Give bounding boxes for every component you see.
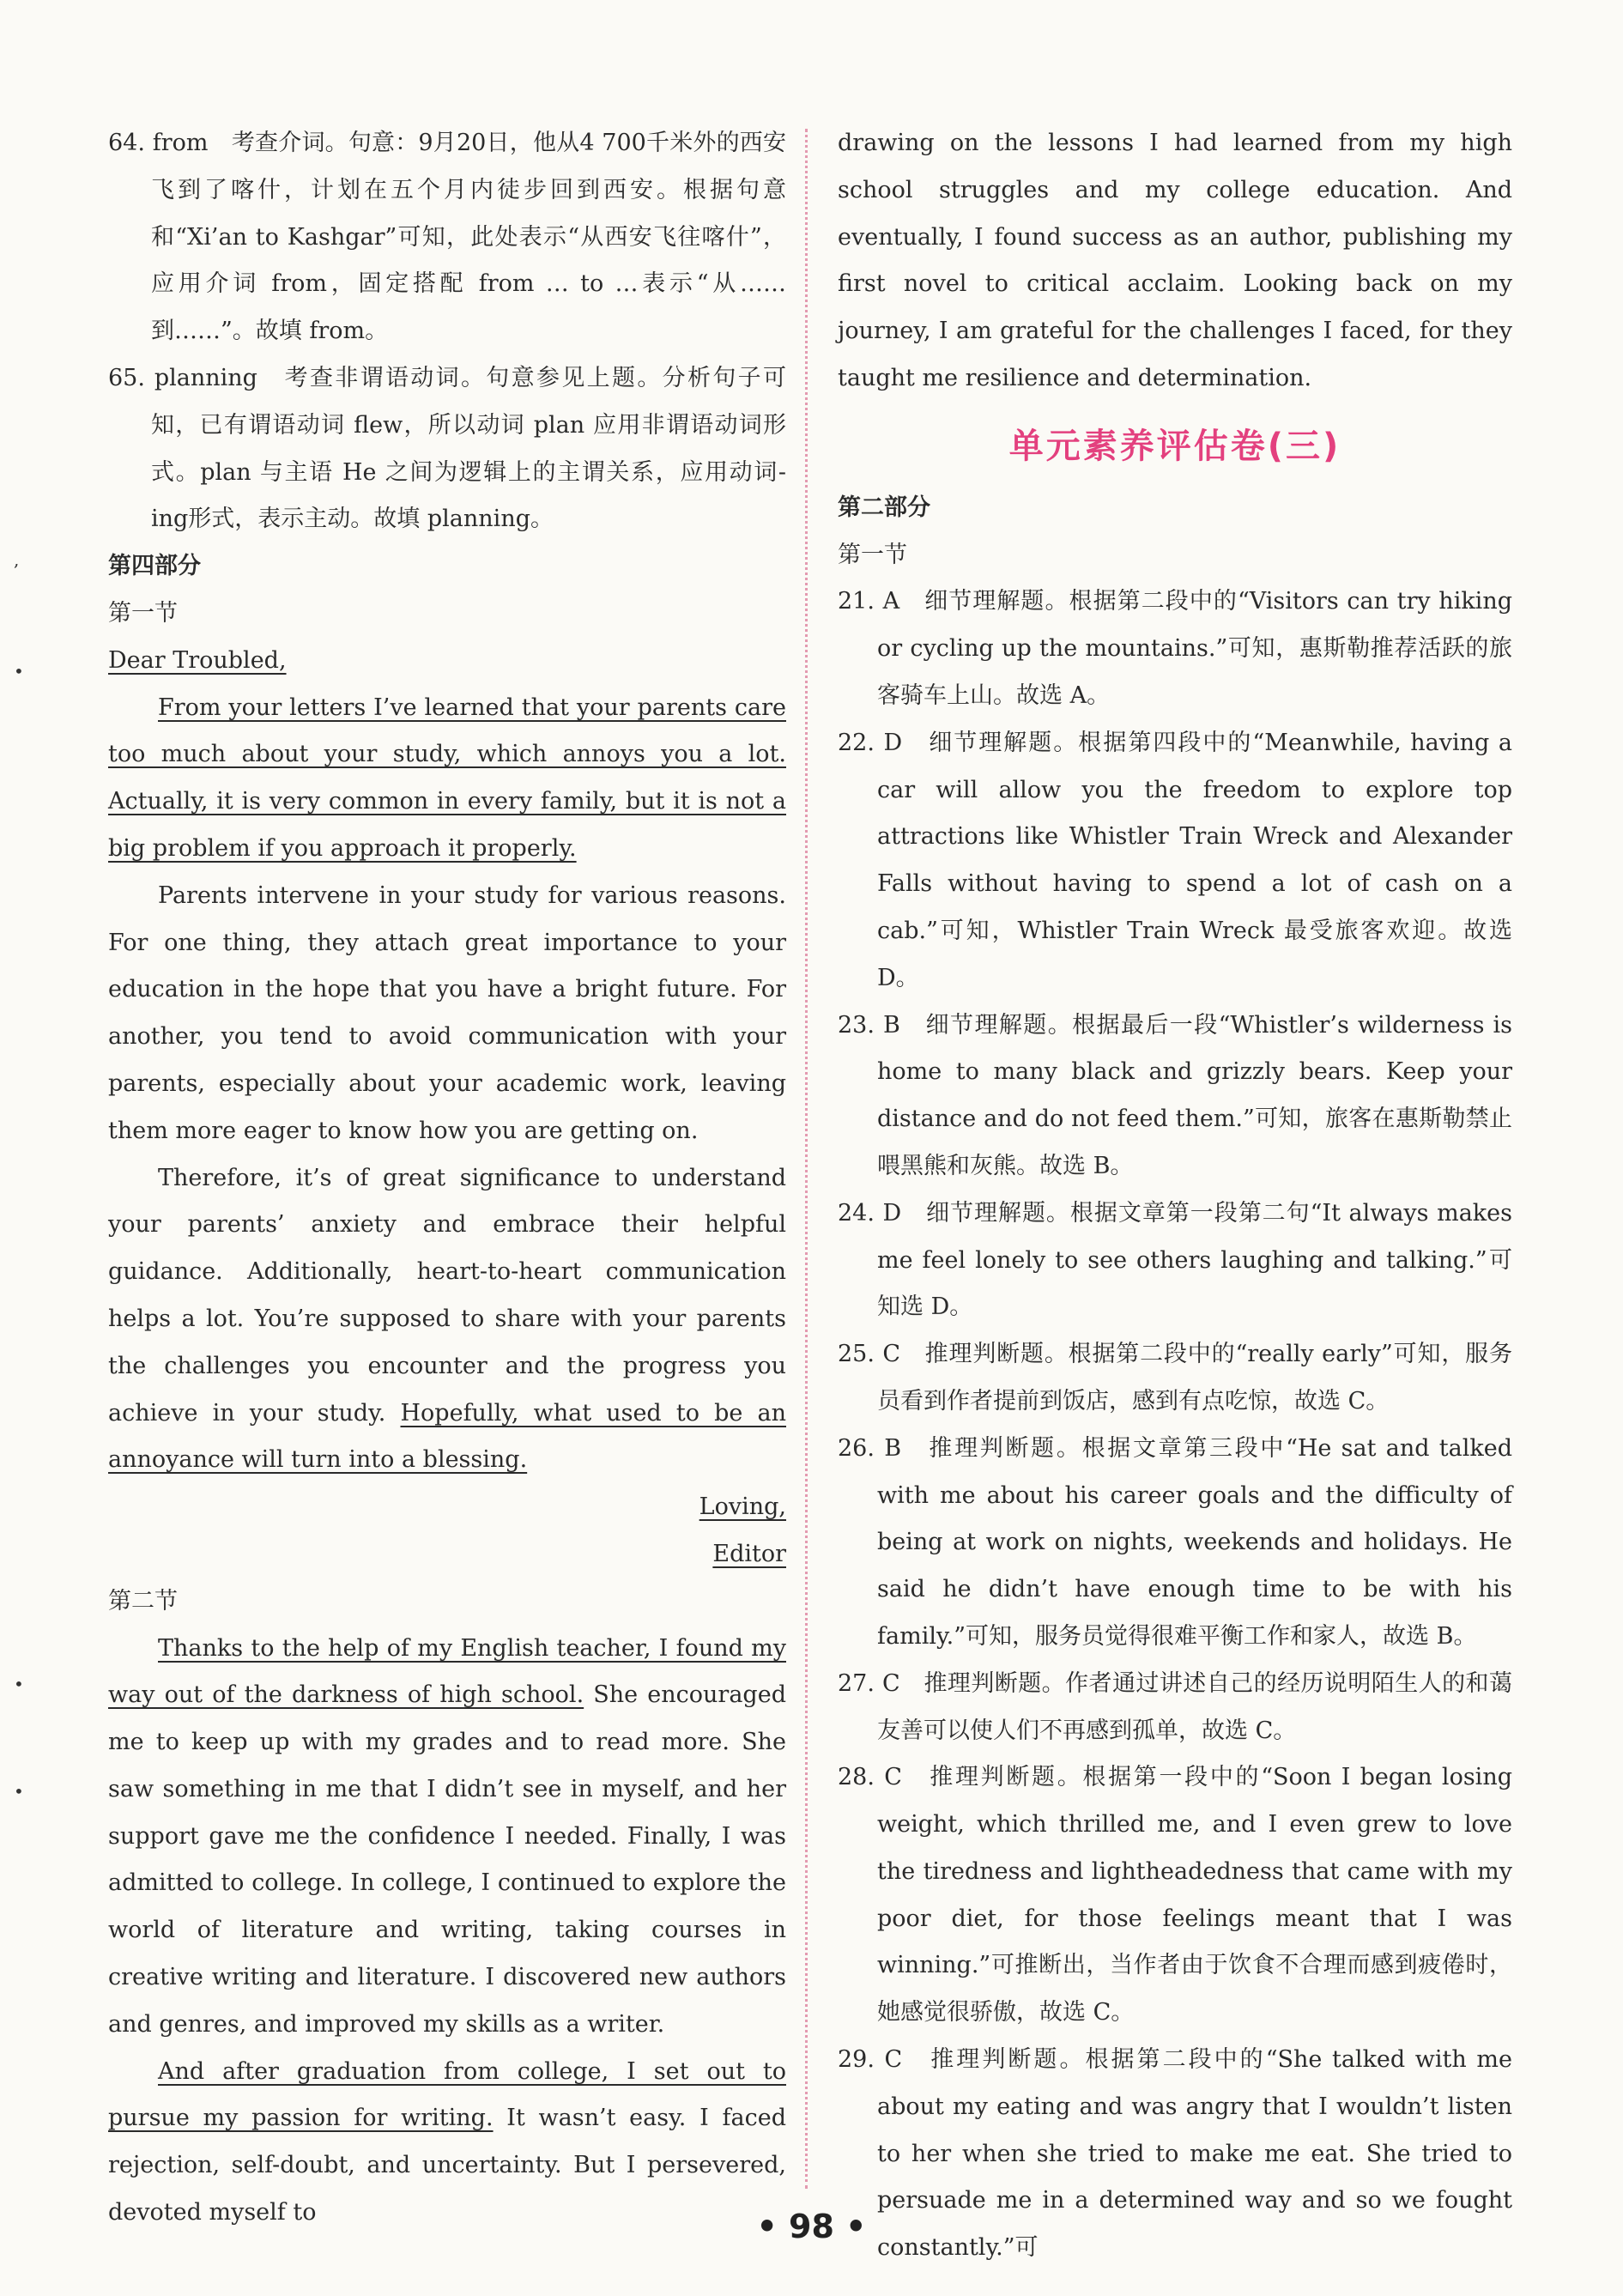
answer-65: 65. planning 考查非谓语动词。句意参见上题。分析句子可知，已有谓语动词 flew，所以动词 plan 应用非谓语动词形式。plan 与主语 He 之间为逻辑上的主谓关系，应用动词-ing形式，表示主动。故填 planning。 [108,364,786,533]
letter-paragraph-1 [108,685,786,873]
story-body-2: It wasn’t easy. I faced rejection, self-doubt, and uncertainty. But I persevered, devoted myself to [108,2105,786,2226]
page-number: • 98 • [756,2208,867,2245]
margin-mark-1: , [14,549,20,570]
closing-text: Loving, [699,1493,786,1521]
section-one-heading: 第一节 [108,599,178,627]
answer-21: 21. A 细节理解题。根据第二段中的“Visitors can try hiking or cycling up the mountains.”可知，惠斯勒推荐活跃的旅客骑车上山。故选 A。 [838,588,1512,709]
letter-closing [108,1484,786,1531]
answer-28: 28. C 推理判断题。根据第一段中的“Soon I began losing weight, which thrilled me, and I even grew to love the tiredness and lightheadedness that came with my poor diet, for those feelings meant that I was winning.”可推断出，当作者由于饮食不合理而感到疲倦时，她感觉很骄傲，故选 C。 [838,1764,1512,2026]
part-four-heading: 第四部分 [108,553,201,580]
margin-mark-4: • [14,1781,24,1802]
letter-greeting [108,638,786,685]
greeting-text: Dear Troubled, [108,646,287,674]
answer-26: 26. B 推理判断题。根据文章第三段中“He sat and talked with me about his career goals and the difficulty of being at work on nights, weekends and holidays. He said he didn’t have enough time to be with his family.”可知，服务员觉得很难平衡工作和家人，故选 B。 [838,1434,1512,1650]
story-paragraph-1 [108,1626,786,2049]
letter-paragraph-2: Parents intervene in your study for various reasons. For one thing, they attach great importance to your education in the hope that you have a bright future. For another, you tend to avoid communication with your parents, especially about your academic work, leaving them more eager to know how you are getting on. [108,881,786,1144]
column-divider [805,129,808,2189]
story-continuation: drawing on the lessons I had learned from my high school struggles and my college education. And eventually, I found success as an author, publishing my first novel to critical acclaim. Looking back on my journey, I am grateful for the challenges I faced, for they taught me resilience and determination. [838,130,1512,391]
part-two-heading: 第二部分 [838,494,930,521]
right-column [838,120,1512,2272]
story-underlined-1: Thanks to the help of my English teacher, I found my way out of the darkness of high school. [108,1634,786,1709]
section-two-heading: 第二节 [108,1587,178,1614]
story-body-1: She encouraged me to keep up with my grades and to read more. She saw something in me that I didn’t see in myself, and her support gave me the confidence I needed. Finally, I was admitted to college. In college, I continued to explore the world of literature and writing, taking courses in creative writing and literature. I discovered new authors and genres, and improved my skills as a writer. [108,1681,786,2038]
answer-24: 24. D 细节理解题。根据文章第一段第二句“It always makes me feel lonely to see others laughing and talking.”可知选 D。 [838,1199,1512,1321]
signature-text: Editor [712,1540,786,1567]
answer-27: 27. C 推理判断题。作者通过讲述自己的经历说明陌生人的和蔼友善可以使人们不再感到孤单，故选 C。 [838,1669,1512,1744]
answer-25: 25. C 推理判断题。根据第二段中的“really early”可知，服务员看到作者提前到饭店，感到有点吃惊，故选 C。 [838,1341,1512,1415]
paragraph-3-body: Therefore, it’s of great significance to understand your parents’ anxiety and embrace their helpful guidance. Additionally, heart-to-heart communication helps a lot. You’re supposed to share with your parents the challenges you encounter and the progress you achieve in your study. [108,1164,786,1427]
margin-mark-2: • [14,661,24,682]
letter-paragraph-3 [108,1155,786,1485]
right-section-one-heading: 第一节 [838,541,907,568]
answer-64: 64. from 考查介词。句意：9月20日，他从4 700千米外的西安飞到了喀什，计划在五个月内徒步回到西安。根据句意和“Xi’an to Kashgar”可知，此处表示“从西安飞往喀什”，应用介词 from，固定搭配 from … to …表示“从……到……”。故填 from。 [108,130,786,345]
unit-assessment-title: 单元素养评估卷(三) [1008,426,1341,466]
story-underlined-2: And after graduation from college, I set out to pursue my passion for writing. [108,2057,786,2132]
answer-23: 23. B 细节理解题。根据最后一段“Whistler’s wilderness is home to many black and grizzly bears. Keep your distance and do not feed them.”可知，旅客在惠斯勒禁止喂黑熊和灰熊。故选 B。 [838,1011,1512,1179]
margin-mark-3: • [14,1674,24,1694]
answer-29: 29. C 推理判断题。根据第二段中的“She talked with me about my eating and was angry that I wouldn’t listen to her when she tried to make me eat. She tried to persuade me in a determined way and so we fought constantly.”可 [838,2046,1512,2262]
left-column [108,120,786,2237]
letter-signature [108,1531,786,1578]
underlined-closing: Hopefully, what used to be an annoyance will turn into a blessing. [108,1399,786,1474]
answer-22: 22. D 细节理解题。根据第四段中的“Meanwhile, having a car will allow you the freedom to explore top attractions like Whistler Train Wreck and Alexander Falls without having to spend a lot of cash on a cab.”可知，Whistler Train Wreck 最受旅客欢迎。故选 D。 [838,729,1512,991]
underlined-opening: From your letters I’ve learned that your parents care too much about your study, which annoys you a lot. Actually, it is very common in every family, but it is not a big problem if you approach it properly. [108,694,786,862]
